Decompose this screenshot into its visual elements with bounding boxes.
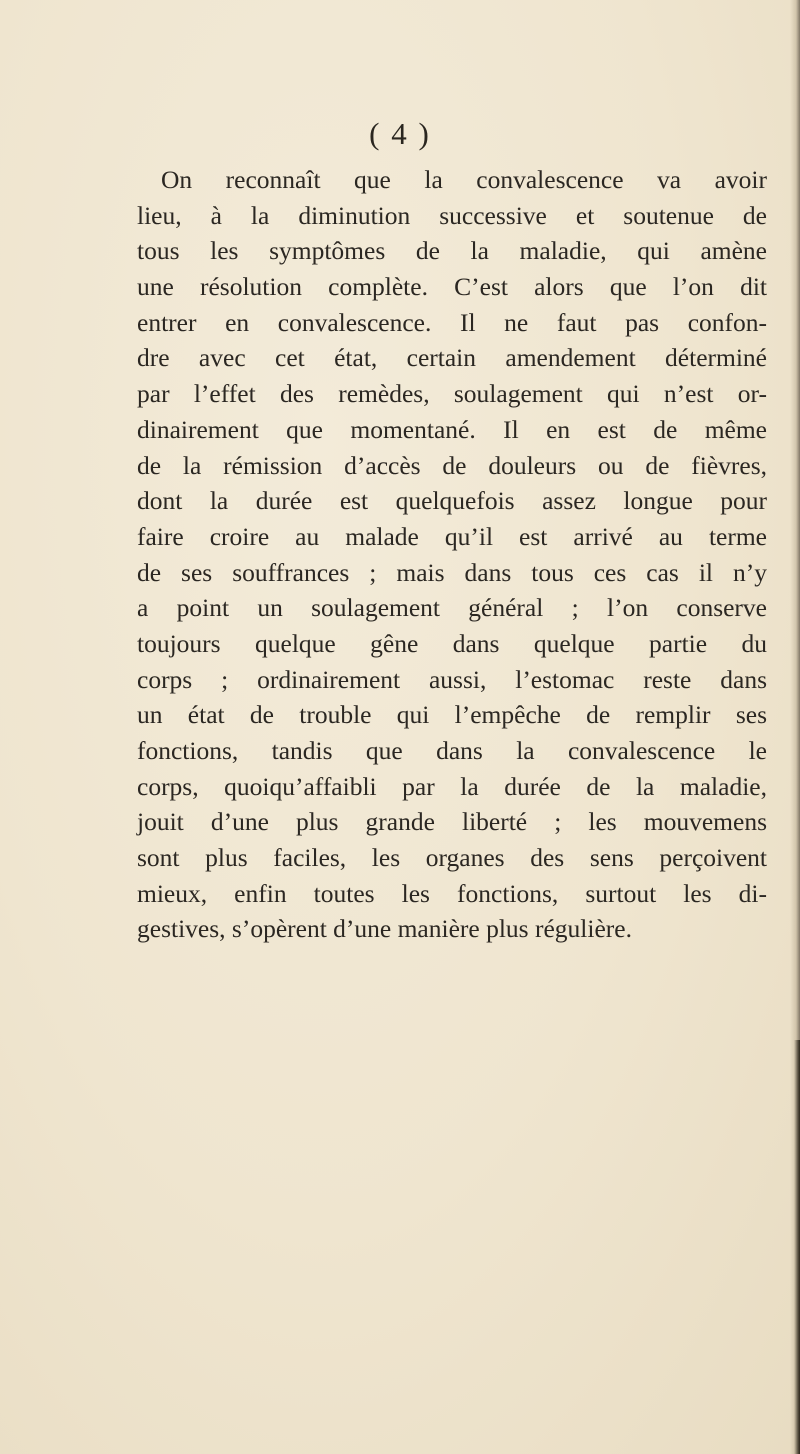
body-paragraph — [137, 162, 767, 947]
text-line: entrer en convalescence. Il ne faut pas confon- — [137, 307, 767, 337]
page-number: ( 4 ) — [369, 116, 431, 151]
text-line: gestives, s’opèrent d’une manière plus régulière. — [137, 914, 632, 944]
text-line: de ses souffrances ; mais dans tous ces cas il n’y — [137, 557, 767, 587]
text-line: une résolution complète. C’est alors que l’on dit — [137, 272, 767, 302]
text-line: mieux, enfin toutes les fonctions, surtout les di- — [137, 878, 767, 908]
text-line: un état de trouble qui l’empêche de remplir ses — [137, 700, 767, 730]
text-line: toujours quelque gêne dans quelque partie du — [137, 628, 767, 658]
text-line: jouit d’une plus grande liberté ; les mouvemens — [137, 807, 767, 837]
text-line: a point un soulagement général ; l’on conserve — [137, 593, 767, 623]
text-line: dinairement que momentané. Il en est de même — [137, 414, 767, 444]
text-line: de la rémission d’accès de douleurs ou de fièvres, — [137, 450, 767, 480]
text-line: tous les symptômes de la maladie, qui amène — [137, 236, 767, 266]
text-line: lieu, à la diminution successive et soutenue de — [137, 200, 767, 230]
page-edge-dark — [794, 1040, 800, 1454]
text-line: fonctions, tandis que dans la convalescence le — [137, 736, 767, 765]
text-line: par l’effet des remèdes, soulagement qui n’est or- — [137, 379, 767, 409]
text-line: dre avec cet état, certain amendement déterminé — [137, 343, 767, 373]
text-line: dont la durée est quelquefois assez longue pour — [137, 486, 767, 516]
text-line: corps ; ordinairement aussi, l’estomac reste dans — [137, 664, 767, 694]
text-line: corps, quoiqu’affaibli par la durée de la maladie, — [137, 771, 767, 801]
text-line: faire croire au malade qu’il est arrivé au terme — [137, 521, 767, 551]
text-line: sont plus faciles, les organes des sens perçoivent — [137, 843, 767, 873]
text-line: On reconnaît que la convalescence va avoir — [161, 165, 767, 194]
